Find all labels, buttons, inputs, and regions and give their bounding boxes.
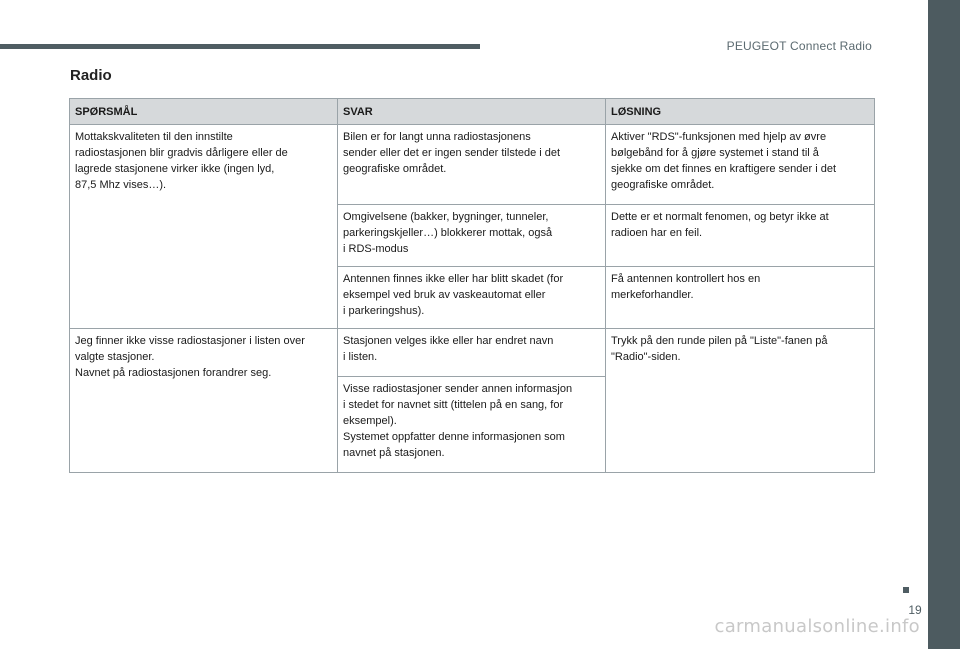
solution-cell: Dette er et normalt fenomen, og betyr ikke at radioen har en feil. <box>606 205 875 267</box>
faq-table <box>69 98 875 473</box>
solution-cell: Trykk på den runde pilen på "Liste"-fanen på "Radio"-siden. <box>606 329 875 473</box>
question-cell: Jeg finner ikke visse radiostasjoner i listen over valgte stasjoner. Navnet på radiostasjonen forandrer seg. <box>70 329 338 473</box>
column-header-answer: SVAR <box>338 99 606 125</box>
table-header-row <box>70 99 875 125</box>
table-row <box>70 125 875 205</box>
page-number: 19 <box>908 603 922 617</box>
table-row <box>70 329 875 377</box>
brand-title: PEUGEOT Connect Radio <box>726 39 872 53</box>
page-marker-icon <box>903 587 909 593</box>
solution-cell: Aktiver "RDS"-funksjonen med hjelp av øvre bølgebånd for å gjøre systemet i stand til å sjekke om det finnes en kraftigere sender i det geografiske området. <box>606 125 875 205</box>
column-header-solution: LØSNING <box>606 99 875 125</box>
header-rule <box>0 44 480 49</box>
answer-cell: Antennen finnes ikke eller har blitt skadet (for eksempel ved bruk av vaskeautomat eller i parkeringshus). <box>338 267 606 329</box>
answer-cell: Omgivelsene (bakker, bygninger, tunneler, parkeringskjeller…) blokkerer mottak, også i RDS-modus <box>338 205 606 267</box>
column-header-question: SPØRSMÅL <box>70 99 338 125</box>
question-cell: Mottakskvaliteten til den innstilte radiostasjonen blir gradvis dårligere eller de lagrede stasjonene virker ikke (ingen lyd, 87,5 Mhz vises…). <box>70 125 338 329</box>
section-title: Radio <box>70 67 112 84</box>
answer-cell: Visse radiostasjoner sender annen informasjon i stedet for navnet sitt (tittelen på en sang, for eksempel). Systemet oppfatter denne informasjonen som navnet på stasjonen. <box>338 377 606 473</box>
solution-cell: Få antennen kontrollert hos en merkeforhandler. <box>606 267 875 329</box>
watermark: carmanualsonline.info <box>714 616 920 637</box>
answer-cell: Bilen er for langt unna radiostasjonens sender eller det er ingen sender tilstede i det geografiske området. <box>338 125 606 205</box>
answer-cell: Stasjonen velges ikke eller har endret navn i listen. <box>338 329 606 377</box>
side-bar <box>928 0 960 649</box>
